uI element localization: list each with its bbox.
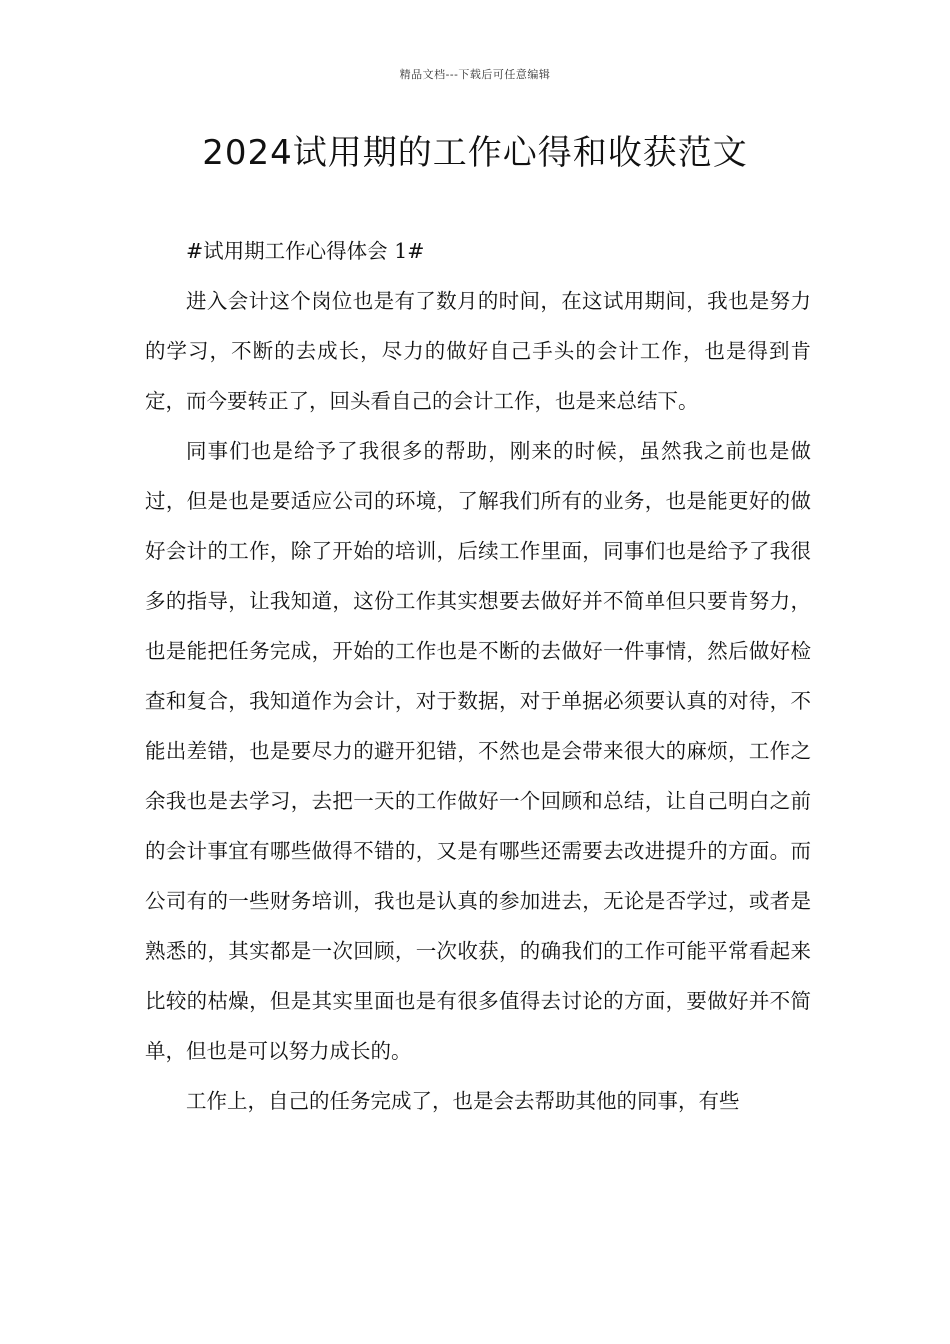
section-heading: #试用期工作心得体会 1#: [186, 239, 425, 263]
page-header: 精品文档---下载后可任意编辑: [399, 68, 551, 81]
body-paragraph: 同事们也是给予了我很多的帮助，刚来的时候，虽然我之前也是做过，但是也是要适应公司的环境，了解我们所有的业务，也是能更好的做好会计的工作，除了开始的培训，后续工作里面，同事们也是给予了我很多的指导，让我知道，这份工作其实想要去做好并不简单但只要肯努力，也是能把任务完成，开始的工作也是不断的去做好一件事情，然后做好检查和复合，我知道作为会计，对于数据，对于单据必须要认真的对待，不能出差错，也是要尽力的避开犯错，不然也是会带来很大的麻烦，工作之余我也是去学习，去把一天的工作做好一个回顾和总结，让自己明白之前的会计事宜有哪些做得不错的，又是有哪些还需要去改进提升的方面。而公司有的一些财务培训，我也是认真的参加进去，无论是否学过，或者是熟悉的，其实都是一次回顾，一次收获，的确我们的工作可能平常看起来比较的枯燥，但是其实里面也是有很多值得去讨论的方面，要做好并不简单，但也是可以努力成长的。: [145, 439, 811, 1063]
body-paragraph: 进入会计这个岗位也是有了数月的时间，在这试用期间，我也是努力的学习，不断的去成长，尽力的做好自己手头的会计工作，也是得到肯定，而今要转正了，回头看自己的会计工作，也是来总结下。: [145, 289, 811, 413]
document-title: 2024试用期的工作心得和收获范文: [202, 133, 748, 173]
body-paragraph: 工作上，自己的任务完成了，也是会去帮助其他的同事，有些: [186, 1089, 740, 1113]
document-body: [145, 226, 811, 1126]
